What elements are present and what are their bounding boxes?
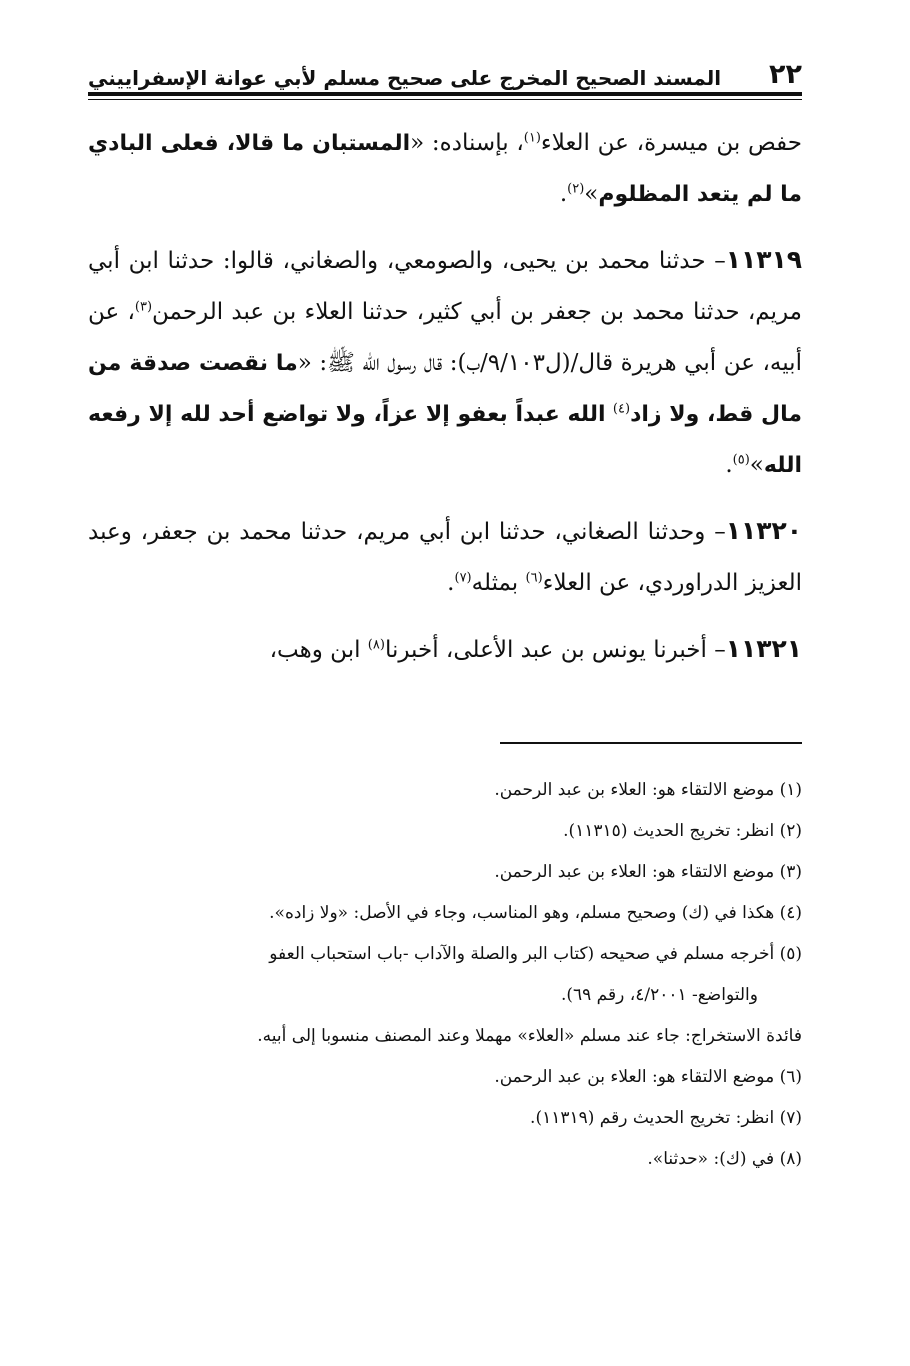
- footnote-ref: (٢): [567, 181, 585, 197]
- hadith-number: ١١٣٢٠: [725, 516, 802, 545]
- footnote-6: (٦) موضع الالتقاء هو: العلاء بن عبد الرحمن.: [494, 1067, 802, 1087]
- footnote-4: (٤) هكذا في (ك) وصحيح مسلم، وهو المناسب، وجاء في الأصل: «ولا زاده».: [269, 903, 802, 923]
- header-rule-thick: [88, 92, 802, 96]
- hadith-11319: ١١٣١٩– حدثنا محمد بن يحيى، والصومعي، والصغاني، قالوا: حدثنا ابن أبي مريم، حدثنا محمد بن جعفر بن أبي كثير، حدثنا العلاء بن عبد الرحمن$^{(٣)}$، عن أبيه، عن أبي هريرة قال/(ل٩/١٠٣/ب): قال رسول الله ﷺ: «ما نقصت صدقة من مال قط، ولا زاد$^{(٤)}$ الله عبداً بعفو إلا عزاً، ولا تواضع أحد لله إلا رفعه الله»$^{(٥)}$.: [88, 245, 802, 478]
- hadith-number: ١١٣١٩: [725, 245, 802, 274]
- footnote-7: (٧) انظر: تخريج الحديث رقم (١١٣١٩).: [530, 1108, 802, 1128]
- page-header: [88, 52, 802, 88]
- hadith-number: ١١٣٢١: [725, 634, 802, 663]
- footnote-2: (٢) انظر: تخريج الحديث (١١٣١٥).: [563, 821, 802, 841]
- footnote-8: (٨) في (ك): «حدثنا».: [647, 1149, 802, 1169]
- footnote-ref: (٨): [367, 637, 385, 653]
- footnote-1: (١) موضع الالتقاء هو: العلاء بن عبد الرحمن.: [494, 780, 802, 800]
- footnote-ref: (٦): [525, 570, 543, 586]
- hadith-text: ما نقصت صدقة من مال قط، ولا زاد: [88, 351, 802, 427]
- footnote-ref: (٧): [454, 570, 472, 586]
- footnote-ref: (١): [523, 130, 541, 146]
- hadith-text: الله عبداً بعفو إلا عزاً، ولا تواضع أحد لله إلا رفعه الله: [88, 402, 802, 478]
- main-text: [88, 118, 802, 676]
- hadith-11321: ١١٣٢١– أخبرنا يونس بن عبد الأعلى، أخبرنا$^{(٨)}$ ابن وهب،: [269, 634, 802, 663]
- footnote-ref: (٣): [134, 299, 153, 315]
- footnote-5-continuation: والتواضع- ٤/٢٠٠١، رقم ٦٩).: [560, 985, 758, 1005]
- footnote-ref: (٥): [732, 452, 750, 468]
- running-title: المسند الصحيح المخرج على صحيح مسلم لأبي عوانة الإسفراييني: [88, 66, 722, 90]
- footnote-5-benefit-note: فائدة الاستخراج: جاء عند مسلم «العلاء» مهملا وعند المصنف منسوبا إلى أبيه.: [257, 1026, 802, 1046]
- footnotes: [88, 770, 802, 1180]
- hadith-11320: ١١٣٢٠– وحدثنا الصغاني، حدثنا ابن أبي مريم، حدثنا محمد بن جعفر، وعبد العزيز الدراوردي، عن العلاء$^{(٦)}$ بمثله$^{(٧)}$.: [88, 516, 802, 596]
- hadith-text: المستبان ما قالا، فعلى البادي ما لم يتعد المظلوم: [88, 131, 802, 207]
- paragraph-continuation: حفص بن ميسرة، عن العلاء$^{(١)}$، بإسناده: «المستبان ما قالا، فعلى البادي ما لم يتعد المظلوم»$^{(٢)}$.: [88, 130, 802, 207]
- footnote-3: (٣) موضع الالتقاء هو: العلاء بن عبد الرحمن.: [494, 862, 802, 882]
- footnote-5: (٥) أخرجه مسلم في صحيحه (كتاب البر والصلة والآداب -باب استحباب العفو: [269, 944, 802, 964]
- footnote-separator: [500, 742, 802, 744]
- footnote-ref: (٤): [612, 401, 631, 417]
- header-rule-thin: [88, 99, 802, 100]
- page-number: ٢٢: [769, 59, 802, 90]
